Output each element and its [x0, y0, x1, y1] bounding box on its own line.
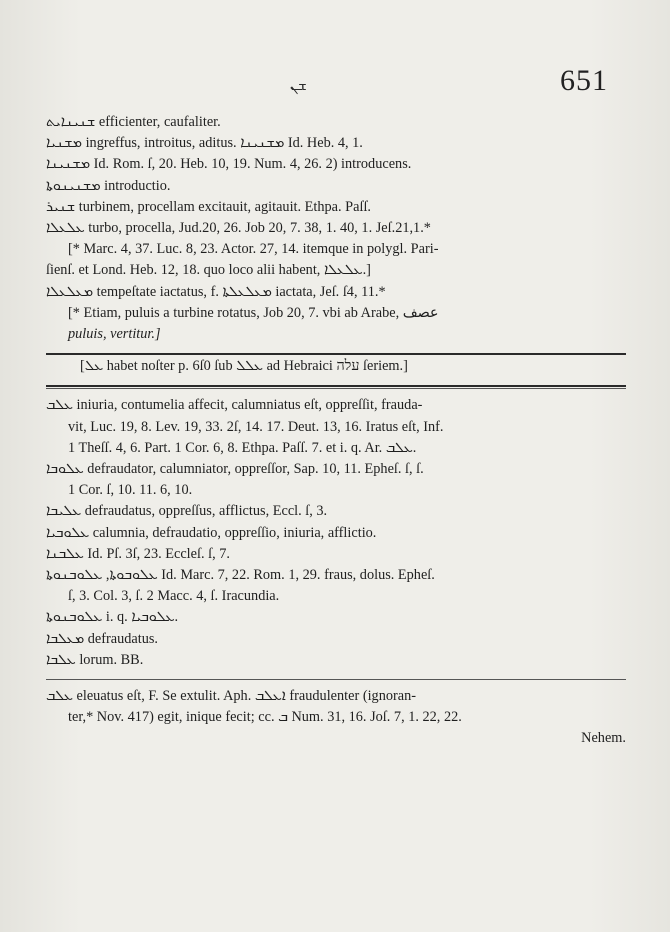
dictionary-body — [46, 112, 626, 750]
catchword: Nehem. — [581, 730, 626, 747]
entry-line: 1 Cor. ſ, 10. 11. 6, 10. — [68, 482, 193, 499]
entry-line: ſ, 3. Col. 3, ſ. 2 Macc. 4, ſ. Iracundia. — [68, 588, 280, 605]
entry-line: vit, Luc. 19, 8. Lev. 19, 33. 2ſ, 14. 17. Deut. 13, 16. Iratus eſt, Inf. — [68, 418, 444, 435]
entry-block-3 — [46, 686, 626, 750]
entry-line: [* Marc. 4, 37. Luc. 8, 23. Actor. 27, 14. itemque in polygl. Pari- — [68, 241, 439, 258]
entry-line: ܡܫܢܝܢܘܬܐ introductio. — [46, 177, 171, 194]
entry-line: ܥܠܘܒܝܐ calumnia, defraudatio, oppreſſio, iniuria, afflictio. — [46, 524, 377, 541]
entry-line: ܫܢܝܢܐܝܬ efficienter, caufaliter. — [46, 114, 221, 130]
entry-line: [* Etiam, puluis a turbine rotatus, Job 20, 7. vbi ab Arabe, عصف — [68, 304, 439, 321]
entry-line: ſienſ. et Lond. Heb. 12, 18. quo loco alii habent, ܥܠܥܠܐ.] — [46, 262, 371, 279]
entry-line: ܫܢܝܪ turbinem, procellam excitauit, agitauit. Ethpa. Paſſ. — [46, 198, 371, 215]
entry-line: ܡܫܢܝܐ ingreffus, introitus, aditus. ܡܫܢܝܢܐ Id. Heb. 4, 1. — [46, 135, 363, 152]
entry-line: ܥܠܘܒܐ defraudator, calumniator, oppreſſor, Sap. 10, 11. Epheſ. ſ, ſ. — [46, 461, 424, 478]
section-rule — [46, 679, 626, 680]
entry-line: ܥܠܘܒܘܬܐ, ܥܠܘܒܢܘܬܐ Id. Marc. 7, 22. Rom. 1, 29. fraus, dolus. Epheſ. — [46, 567, 435, 584]
section-rule — [46, 385, 626, 387]
running-head: ܫܢ — [290, 76, 307, 94]
entry-line: ܥܠܒ eleuatus eſt, F. Se extulit. Aph. ܐܥܠܒ fraudulenter (ignoran- — [46, 688, 417, 705]
entry-line: ܡܫܢܝܢܐ Id. Rom. ſ, 20. Heb. 10, 19. Num. 4, 26. 2) introducens. — [46, 156, 412, 173]
entry-line: 1 Theſſ. 4, 6. Part. 1 Cor. 6, 8. Ethpa. Paſſ. 7. et i. q. Ar. ܥܠܒ. — [68, 439, 417, 456]
section-rule-thin — [46, 388, 626, 389]
entry-line: ܡܥܠܒܐ defraudatus. — [46, 630, 158, 647]
section-rule — [46, 353, 626, 355]
page-number: 651 — [560, 64, 608, 97]
entry-line: ܥܠܒܢܐ Id. Pſ. 3ſ, 23. Eccleſ. ſ, 7. — [46, 545, 230, 562]
entry-block-1 — [46, 112, 626, 345]
entry-block-2 — [46, 395, 626, 671]
entry-line: ܡܥܠܥܠܐ tempeſtate iactatus, f. ܡܥܠܥܠܬܐ iactata, Jeſ. ſ4, 11.* — [46, 283, 386, 300]
entry-line: ter,* Nov. 417) egit, inique fecit; cc. ܒ Num. 31, 16. Joſ. 7, 1. 22, 22. — [68, 709, 462, 726]
entry-line: ܥܠܝܒܐ defraudatus, oppreſſus, afflictus, Eccl. ſ, 3. — [46, 503, 328, 520]
entry-line: puluis, vertitur.] — [68, 326, 161, 343]
entry-line: ܥܠܒܐ lorum. BB. — [46, 651, 144, 668]
entry-line: ܥܠܒ iniuria, contumelia affecit, calumniatus eſt, oppreſſit, frauda- — [46, 397, 423, 414]
entry-line: ܥܠܘܒܢܘܬܐ i. q. ܥܠܘܒܝܐ. — [46, 609, 179, 626]
page-header — [0, 64, 670, 104]
entry-line: ܥܠܥܠܐ turbo, procella, Jud.20, 26. Job 20, 7. 38, 1. 40, 1. Jeſ.21,1.* — [46, 220, 431, 237]
cross-reference-note: [ܥܠ habet noſter p. 6ſ0 ſub ܥܠܠ ad Hebraici עלה ſeriem.] — [80, 358, 408, 375]
